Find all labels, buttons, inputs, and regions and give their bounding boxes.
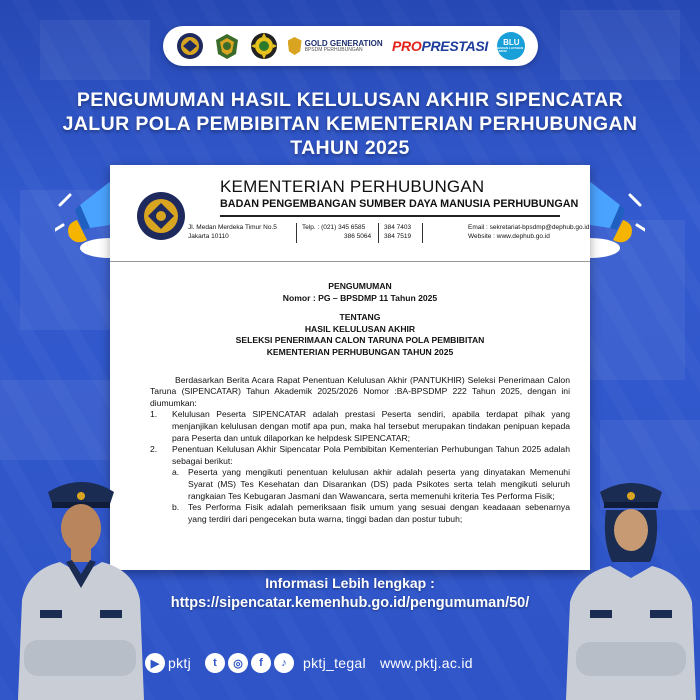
tiktok-icon[interactable]: ♪ bbox=[274, 653, 294, 673]
announcement-number: Nomor : PG – BPSDMP 11 Tahun 2025 bbox=[282, 292, 438, 303]
phone-line-2: 386 5064 bbox=[344, 233, 372, 240]
letterhead bbox=[110, 165, 590, 265]
list-item bbox=[150, 409, 570, 444]
cadet-female-illustration bbox=[560, 470, 700, 700]
about-label: TENTANG bbox=[339, 312, 381, 323]
pktj-logo-icon bbox=[213, 32, 241, 60]
website-link[interactable]: www.pktj.ac.id bbox=[379, 655, 473, 671]
gold-generation-subtext: BPSDM PERHUBUNGAN bbox=[304, 46, 363, 53]
gold-generation-logo bbox=[288, 37, 383, 55]
letterhead-separator bbox=[422, 223, 423, 243]
announcement-document bbox=[110, 165, 590, 570]
letterhead-bottom-rule bbox=[110, 261, 590, 262]
gear-logo-icon bbox=[250, 32, 278, 60]
logo-bar bbox=[163, 26, 538, 66]
letterhead-phone-2 bbox=[384, 223, 411, 241]
subject-line-2: SELEKSI PENERIMAAN CALON TARUNA POLA PEMBIBITAN bbox=[235, 335, 485, 346]
kemenhub-logo-icon bbox=[176, 32, 204, 60]
sub-item-letter: b. bbox=[172, 502, 180, 513]
instagram-icon[interactable]: ◎ bbox=[228, 653, 248, 673]
social-handle[interactable]: pktj_tegal bbox=[303, 655, 366, 671]
website-line: Website : www.dephub.go.id bbox=[468, 233, 550, 240]
intro-paragraph: Berdasarkan Berita Acara Rapat Penentuan Kelulusan Akhir (PANTUKHIR) Seleksi Penerimaan Calon Taruna (SIPENCATAR) Tahun Akademik 2025/2026 Nomor :BA-BPSDMP 222 Tahun 2025, dengan ini diumumkan: bbox=[150, 374, 570, 408]
title-line-1: PENGUMUMAN HASIL KELULUSAN AKHIR SIPENCATAR bbox=[76, 89, 624, 111]
proprestasi-logo bbox=[392, 38, 488, 54]
letterhead-contact bbox=[468, 223, 590, 241]
title-line-2: JALUR POLA PEMBIBITAN KEMENTERIAN PERHUBUNGAN bbox=[62, 113, 638, 135]
sub-item-text: Tes Performa Fisik adalah pemeriksaan fisik umum yang sesuai dengan keadaaan sebenarnya yang terdiri dari pengecekan buta warna, tinggi badan dan postur tubuh; bbox=[188, 502, 570, 524]
cadet-male-illustration bbox=[10, 470, 150, 700]
letterhead-divider bbox=[220, 215, 560, 217]
blu-subtext: BADAN LAYANAN UMUM bbox=[497, 46, 524, 53]
facebook-icon[interactable]: f bbox=[251, 653, 271, 673]
letterhead-org-subname: BADAN PENGEMBANGAN SUMBER DAYA MANUSIA PERHUBUNGAN bbox=[220, 198, 579, 210]
item-text: Penentuan Kelulusan Akhir Sipencatar Pola Pembibitan Kementerian Perhubungan Tahun 2025 adalah sebagai berikut: bbox=[172, 444, 570, 466]
youtube-handle[interactable]: pktj bbox=[168, 655, 191, 671]
subject-line-1: HASIL KELULUSAN AKHIR bbox=[304, 323, 416, 334]
list-item bbox=[150, 444, 570, 467]
letterhead-org-name: KEMENTERIAN PERHUBUNGAN bbox=[220, 177, 485, 196]
phone-line-4: 384 7519 bbox=[384, 233, 412, 240]
item-text: Kelulusan Peserta SIPENCATAR adalah prestasi Peserta sendiri, apabila terdapat pihak yang menjanjikan kelulusan dengan motif apa pun, maka hal tersebut merupakan tindakan penipuan kepada para Peserta dan untuk dilaporkan ke helpdesk SIPENCATAR; bbox=[172, 409, 570, 443]
subject-line-3: KEMENTERIAN PERHUBUNGAN TAHUN 2025 bbox=[266, 346, 454, 357]
phone-line-1: Telp. : (021) 345 6585 bbox=[302, 224, 366, 231]
info-title: Informasi Lebih lengkap : bbox=[265, 575, 435, 591]
email-line: Email : sekretariat-bpsdmp@dephub.go.id bbox=[468, 224, 590, 231]
title-line-3: TAHUN 2025 bbox=[290, 137, 410, 159]
info-link[interactable]: https://sipencatar.kemenhub.go.id/pengumuman/50/ bbox=[170, 595, 530, 611]
letterhead-separator bbox=[296, 223, 297, 243]
announcement-label: PENGUMUMAN bbox=[328, 281, 392, 291]
sub-list-item bbox=[172, 502, 570, 525]
item-number: 2. bbox=[150, 444, 158, 455]
gold-shield-icon bbox=[288, 37, 302, 55]
proprestasi-part1: PRO bbox=[391, 38, 422, 54]
sub-item-letter: a. bbox=[172, 467, 180, 478]
twitter-icon[interactable]: t bbox=[205, 653, 225, 673]
blu-text: BLU bbox=[503, 38, 520, 47]
item-number: 1. bbox=[150, 409, 158, 420]
phone-line-3: 384 7403 bbox=[384, 224, 412, 231]
address-line-2: Jakarta 10110 bbox=[188, 233, 229, 240]
letterhead-separator bbox=[378, 223, 379, 243]
letterhead-address bbox=[188, 223, 277, 241]
proprestasi-part2: PRESTASI bbox=[421, 38, 489, 54]
sub-list-item bbox=[172, 467, 570, 502]
footer-social bbox=[145, 650, 555, 676]
sub-item-text: Peserta yang mengikuti penentuan kelulusan akhir adalah peserta yang dinyatakan Memenuhi Syarat (MS) Tes Kesehatan dan Disarankan (DS) pada Psikotes serta telah mengikuti seluruh rangkaian Tes Kebugaran Jasmani dan Wawancara, serta memenuhi kriteria Tes Performa Fisik; bbox=[188, 467, 570, 501]
letterhead-phone bbox=[302, 223, 371, 241]
gold-generation-text: GOLD GENERATION bbox=[304, 38, 383, 48]
blu-logo bbox=[497, 32, 525, 60]
address-line-1: Jl. Medan Merdeka Timur No.5 bbox=[188, 224, 277, 231]
document-body bbox=[150, 265, 570, 525]
kemenhub-emblem-icon bbox=[136, 191, 186, 241]
youtube-icon[interactable]: ▶ bbox=[145, 653, 165, 673]
